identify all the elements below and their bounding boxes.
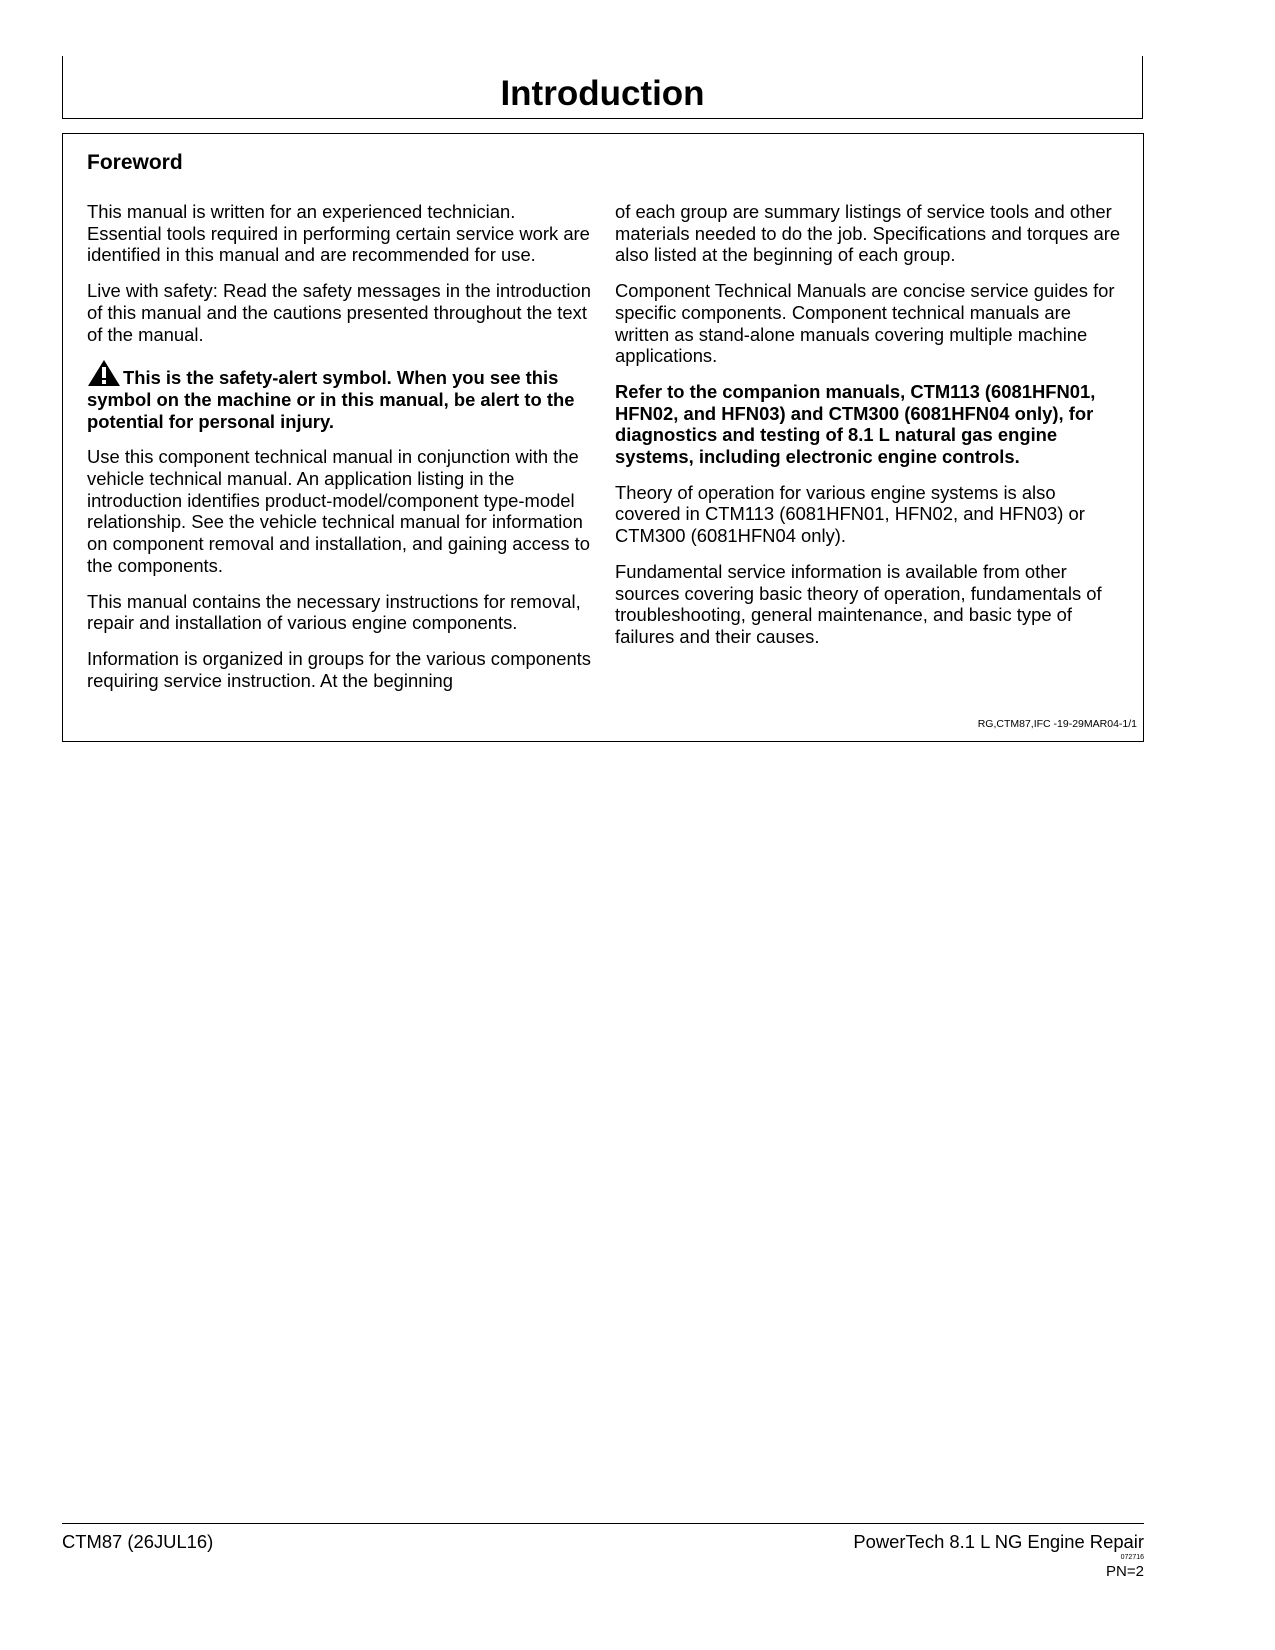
page-title: Introduction <box>500 74 705 113</box>
safety-alert-paragraph <box>87 359 592 432</box>
section-heading: Foreword <box>87 151 183 174</box>
paragraph: Use this component technical manual in conjunction with the vehicle technical manual. An application listing in the introduction identifies product-model/component type-model relationship. See the vehicle technical manual for information on component removal and installation, and gaining access to the components. <box>87 446 590 576</box>
paragraph: Information is organized in groups for the various components requiring service instruction. At the beginning <box>87 647 591 691</box>
foreword-section <box>62 133 1144 742</box>
paragraph: Theory of operation for various engine systems is also covered in CTM113 (6081HFN01, HFN02, and HFN03) or CTM300 (6081HFN04 only). <box>615 481 1085 547</box>
paragraph: This manual is written for an experienced technician. Essential tools required in performing certain service work are identified in this manual and are recommended for use. <box>87 201 590 266</box>
paragraph: This manual contains the necessary instructions for removal, repair and installation of various engine components. <box>87 590 581 634</box>
page-header <box>62 56 1143 119</box>
left-column <box>87 201 592 705</box>
safety-alert-text: This is the safety-alert symbol. When you see this symbol on the machine or in this manual, be alert to the potential for personal injury. <box>87 367 575 432</box>
paragraph: of each group are summary listings of service tools and other materials needed to do the job. Specifications and torques are also listed at the beginning of each group. <box>615 201 1121 266</box>
footer-manual-id: CTM87 (26JUL16) <box>62 1531 214 1552</box>
paragraph: Fundamental service information is available from other sources covering basic theory of operation, fundamentals of troubleshooting, general maintenance, and basic type of failures and their causes. <box>615 560 1102 647</box>
page-number: PN=2 <box>1106 1563 1144 1580</box>
warning-icon <box>87 359 121 387</box>
paragraph: Component Technical Manuals are concise service guides for specific components. Component technical manuals are written as stand-alone manuals covering multiple machine applications. <box>615 280 1115 367</box>
footer-manual-title: PowerTech 8.1 L NG Engine Repair <box>853 1531 1144 1552</box>
footer-divider <box>62 1523 1144 1524</box>
paragraph: Live with safety: Read the safety messages in the introduction of this manual and the cautions presented throughout the text of the manual. <box>87 280 591 345</box>
companion-manuals-paragraph: Refer to the companion manuals, CTM113 (6081HFN01, HFN02, and HFN03) and CTM300 (6081HFN04 only), for diagnostics and testing of 8.1 L natural gas engine systems, including electronic engine controls. <box>615 380 1096 468</box>
right-column <box>615 201 1125 662</box>
document-reference: RG,CTM87,IFC -19-29MAR04-1/1 <box>977 718 1137 730</box>
footer-date-code: 072716 <box>1120 1554 1144 1561</box>
